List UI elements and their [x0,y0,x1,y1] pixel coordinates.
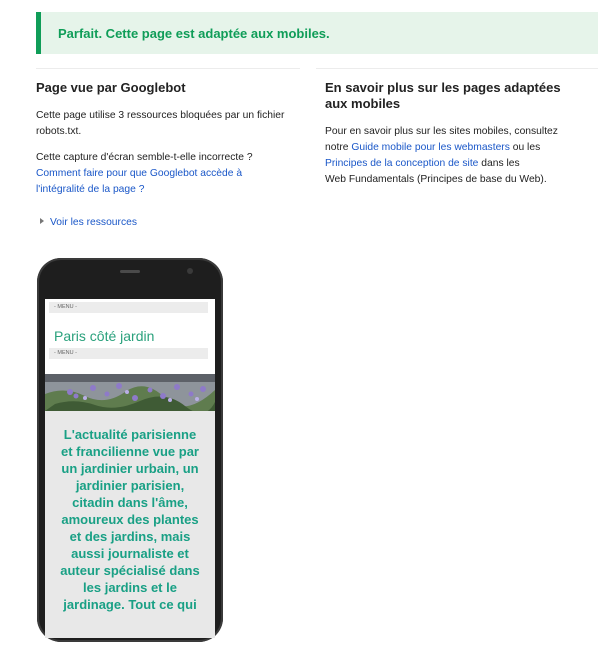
blocked-resources-text-1: Cette page utilise 3 ressources bloquées par un fichier [36,110,285,121]
flower-hero-image [45,374,215,411]
success-banner [36,12,598,54]
googlebot-help-link-line2[interactable]: l'intégralité de la page ? [36,184,145,195]
intro-line: un jardinier urbain, un [61,461,199,476]
mobile-info-line2-post: ou les [509,142,541,153]
intro-line: les jardins et le [83,580,177,595]
mobile-info-line2-pre: notre [325,142,352,153]
right-divider [316,68,598,69]
view-resources-label: Voir les ressources [50,217,137,228]
flower-photo-graphic [45,374,215,411]
phone-preview [37,258,223,642]
expand-triangle-icon [40,218,44,224]
phone-screen [45,299,215,638]
googlebot-heading: Page vue par Googlebot [36,80,186,95]
site-menu-sub: - MENU - [49,348,208,359]
view-resources-toggle[interactable] [40,217,137,228]
intro-line: aussi journaliste et [71,546,189,561]
blocked-resources-text-2: robots.txt. [36,126,82,137]
intro-line: auteur spécialisé dans [60,563,200,578]
mobile-info-heading-line2: aux mobiles [325,96,401,111]
mobile-info-line2 [325,140,540,156]
screenshot-question: Cette capture d'écran semble-t-elle incorrecte ? [36,152,253,163]
banner-message: Parfait. Cette page est adaptée aux mobiles. [58,26,330,41]
intro-line: L'actualité parisienne [63,427,197,442]
intro-line: jardinier parisien, [75,478,185,493]
googlebot-help-link-line1[interactable]: Comment faire pour que Googlebot accède à [36,168,243,179]
intro-line: jardinage. Tout ce qui [63,597,197,612]
site-title: Paris côté jardin [54,328,155,344]
mobile-info-heading-line1: En savoir plus sur les pages adaptées [325,80,561,95]
intro-line: et des jardins, mais [69,529,191,544]
intro-line: et francilienne vue par [61,444,199,459]
mobile-info-line4: Web Fundamentals (Principes de base du Web). [325,174,547,185]
site-menu-top: - MENU - [49,302,208,313]
phone-speaker [120,270,140,273]
phone-camera [187,268,193,274]
webmaster-mobile-guide-link[interactable]: Guide mobile pour les webmasters [351,142,510,153]
mobile-info-line1: Pour en savoir plus sur les sites mobiles, consultez [325,126,558,137]
intro-line: citadin dans l'âme, [72,495,188,510]
intro-line: amoureux des plantes [61,512,199,527]
site-design-principles-link[interactable]: Principes de la conception de site [325,158,479,169]
mobile-info-line3 [325,156,520,172]
site-intro-text [53,426,207,613]
site-intro-box [45,411,215,638]
mobile-info-line3-post: dans les [478,158,520,169]
left-divider [36,68,300,69]
